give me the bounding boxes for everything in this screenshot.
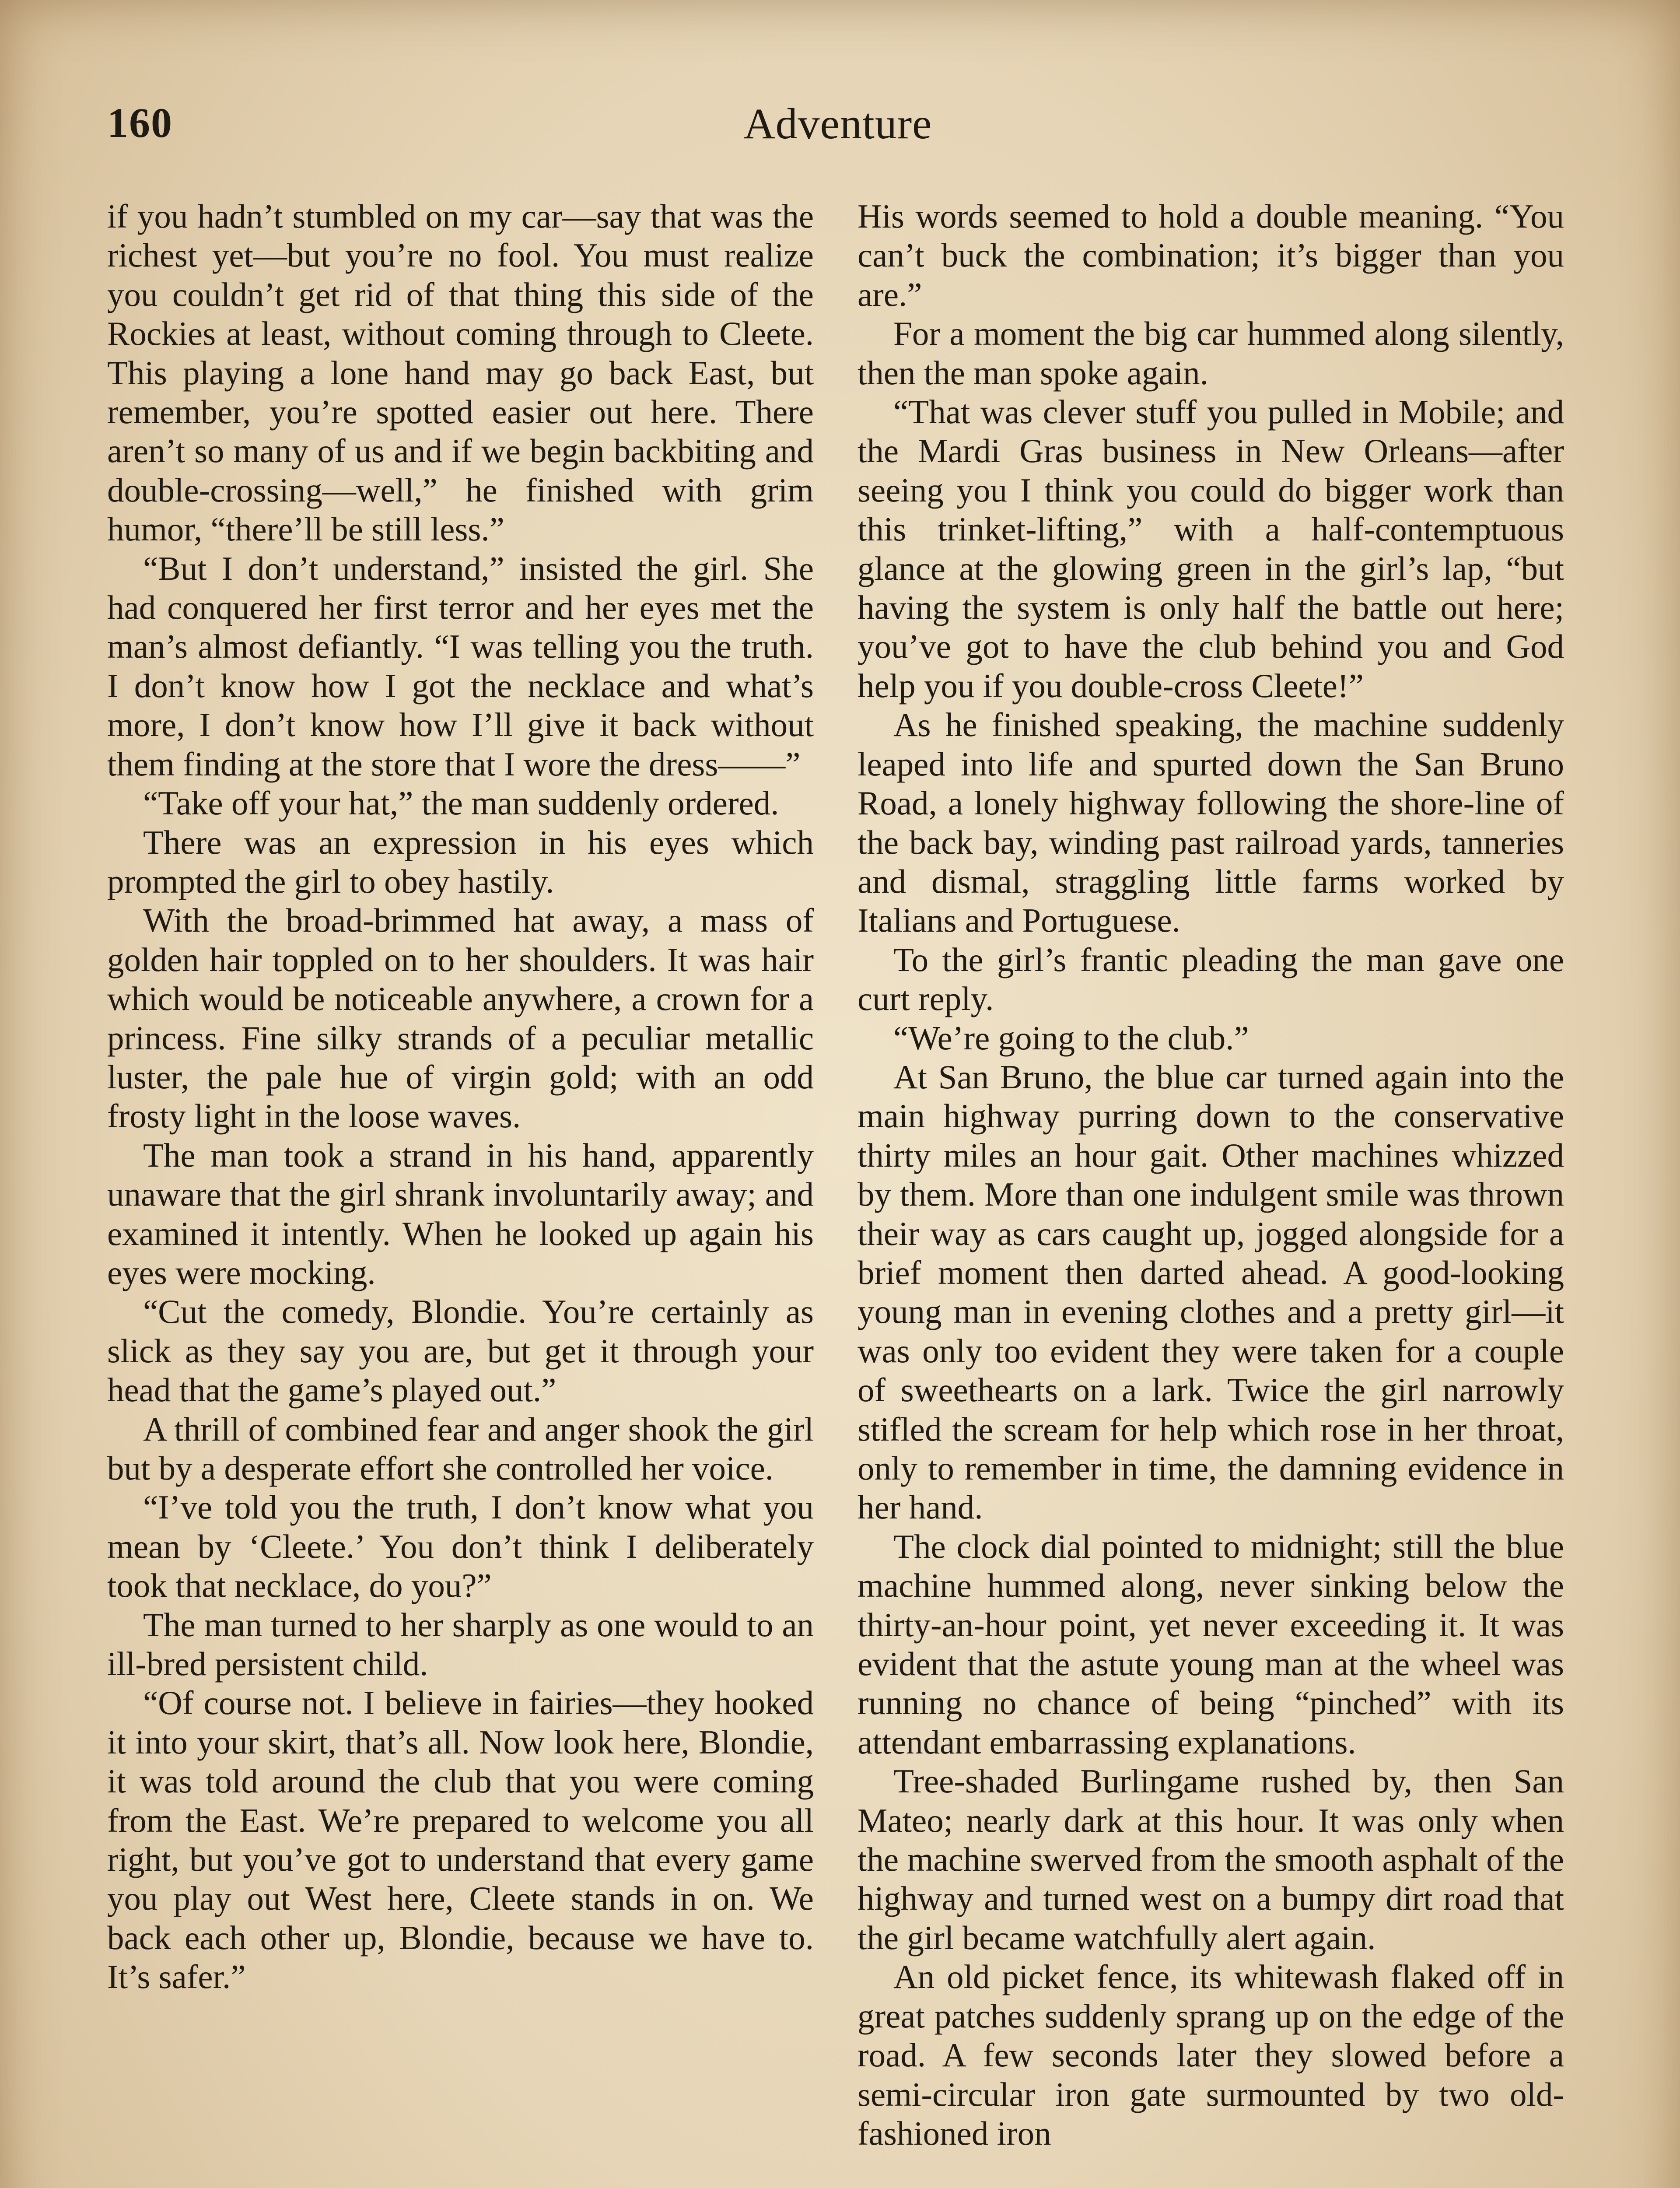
paragraph: An old picket fence, its whitewash flaked off in great patches suddenly sprang up on the edge of the road. A few seconds later they slowed before a semi-circular iron gate surmounted by two old-fashioned iron xyxy=(858,1958,1564,2152)
paragraph: “We’re going to the club.” xyxy=(893,1019,1249,1057)
paragraph: A thrill of combined fear and anger shook the girl but by a desperate effort she controlled her voice. xyxy=(107,1410,814,1487)
paragraph: The man turned to her sharply as one would to an ill-bred persistent child. xyxy=(107,1606,814,1683)
paragraph: “Of course not. I believe in fairies—they hooked it into your skirt, that’s all. Now look here, Blondie, it was told around the club that you were coming from the East. We’re prepared to welcome you all right, but you’ve got to understand that every game you play out West here, Cleete stands in on. We back each other up, Blondie, because we have to. It’s safer.” xyxy=(107,1684,814,1996)
paragraph: if you hadn’t stumbled on my car—say that was the richest yet—but you’re no fool. You must realize you couldn’t get rid of that thing this side of the Rockies at least, without coming through to Cleete. This playing a lone hand may go back East, but remember, you’re spotted easier out here. There aren’t so many of us and if we begin backbiting and double-crossing—well,” he finished with grim humor, “there’ll be still less.” xyxy=(107,197,814,548)
paragraph: The clock dial pointed to midnight; still the blue machine hummed along, never sinking below the thirty-an-hour point, yet never exceeding it. It was evident that the astute young man at the wheel was running no chance of being “pinched” with its attendant embarrassing explanations. xyxy=(858,1527,1564,1761)
running-title: Adventure xyxy=(743,99,932,148)
paragraph: With the broad-brimmed hat away, a mass of golden hair toppled on to her shoulders. It was hair which would be noticeable anywhere, a crown for a princess. Fine silky strands of a peculiar metallic luster, the pale hue of virgin gold; with an odd frosty light in the loose waves. xyxy=(107,901,814,1135)
paragraph: For a moment the big car hummed along silently, then the man spoke again. xyxy=(858,315,1564,392)
paragraph: “That was clever stuff you pulled in Mobile; and the Mardi Gras business in New Orleans—after seeing you I think you could do bigger work than this trinket-lifting,” with a half-contemptuous glance at the glowing green in the girl’s lap, “but having the system is only half the battle out here; you’ve got to have the club behind you and God help you if you double-cross Cleete!” xyxy=(858,393,1564,705)
paragraph: As he finished speaking, the machine suddenly leaped into life and spurted down the San Bruno Road, a lonely highway following the shore-line of the back bay, winding past railroad yards, tanneries and dismal, straggling little farms worked by Italians and Portuguese. xyxy=(858,706,1564,940)
paragraph: “Take off your hat,” the man suddenly ordered. xyxy=(143,784,779,822)
page-header xyxy=(107,98,1568,160)
page-number: 160 xyxy=(107,99,173,146)
right-column xyxy=(858,197,1564,2153)
paragraph: There was an expression in his eyes which prompted the girl to obey hastily. xyxy=(107,823,814,900)
paragraph: “Cut the comedy, Blondie. You’re certainly as slick as they say you are, but get it through your head that the game’s played out.” xyxy=(107,1293,814,1409)
left-column xyxy=(107,197,814,1997)
paragraph: “But I don’t understand,” insisted the girl. She had conquered her first terror and her eyes met the man’s almost defiantly. “I was telling you the truth. I don’t know how I got the necklace and what’s more, I don’t know how I’ll give it back without them finding at the store that I wore the dress——” xyxy=(107,549,814,783)
paragraph: Tree-shaded Burlingame rushed by, then San Mateo; nearly dark at this hour. It was only when the machine swerved from the smooth asphalt of the highway and turned west on a bumpy dirt road that the girl became watchfully alert again. xyxy=(858,1762,1564,1957)
paragraph: At San Bruno, the blue car turned again into the main highway purring down to the conservative thirty miles an hour gait. Other machines whizzed by them. More than one indulgent smile was thrown their way as cars caught up, jogged alongside for a brief moment then darted ahead. A good-looking young man in evening clothes and a pretty girl—it was only too evident they were taken for a couple of sweethearts on a lark. Twice the girl narrowly stifled the scream for help which rose in her throat, only to remember in time, the damning evidence in her hand. xyxy=(858,1058,1564,1526)
paragraph: His words seemed to hold a double meaning. “You can’t buck the combination; it’s bigger than you are.” xyxy=(858,197,1564,313)
paragraph: To the girl’s frantic pleading the man gave one curt reply. xyxy=(858,940,1564,1018)
paragraph: “I’ve told you the truth, I don’t know what you mean by ‘Cleete.’ You don’t think I deliberately took that necklace, do you?” xyxy=(107,1488,814,1605)
paragraph: The man took a strand in his hand, apparently unaware that the girl shrank involuntarily away; and examined it intently. When he looked up again his eyes were mocking. xyxy=(107,1136,814,1291)
